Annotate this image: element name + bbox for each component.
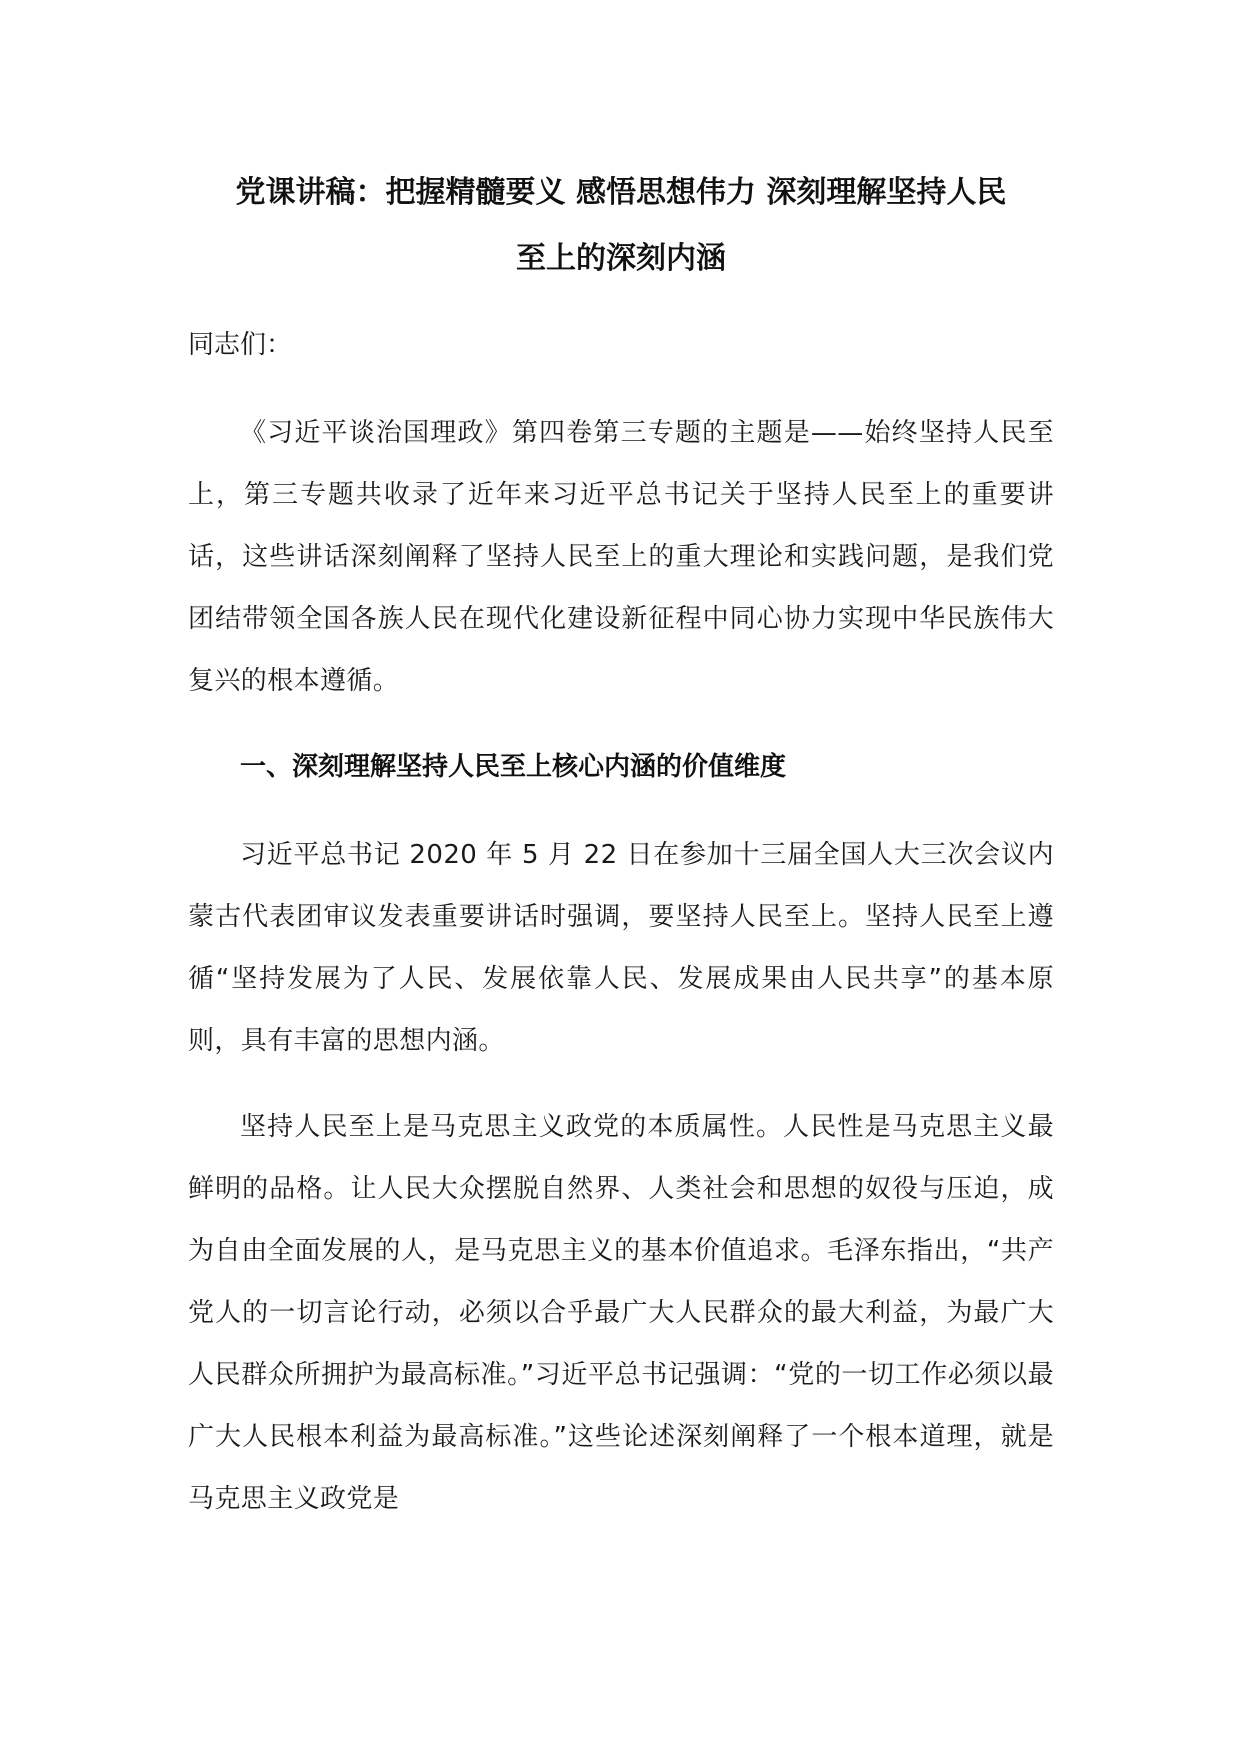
section-heading-1: 一、深刻理解坚持人民至上核心内涵的价值维度 bbox=[240, 752, 787, 782]
paragraph-speech: 习近平总书记 2020 年 5 月 22 日在参加十三届全国人大三次会议内蒙古代表团审议发表重要讲话时强调，要坚持人民至上。坚持人民至上遵循“坚持发展为了人民、发展依靠人民、发展成果由人民共享”的基本原则，具有丰富的思想内涵。 bbox=[188, 840, 1054, 1056]
title-line-2: 至上的深刻内涵 bbox=[516, 241, 726, 276]
document-body bbox=[188, 160, 1054, 1530]
title-line-1: 党课讲稿：把握精髓要义 感悟思想伟力 深刻理解坚持人民 bbox=[235, 175, 1007, 210]
paragraph-intro: 《习近平谈治国理政》第四卷第三专题的主题是——始终坚持人民至上，第三专题共收录了近年来习近平总书记关于坚持人民至上的重要讲话，这些讲话深刻阐释了坚持人民至上的重大理论和实践问题，是我们党团结带领全国各族人民在现代化建设新征程中同心协力实现中华民族伟大复兴的根本遵循。 bbox=[188, 418, 1054, 696]
salutation: 同志们： bbox=[188, 330, 293, 360]
document-title bbox=[188, 160, 1054, 292]
paragraph-essence: 坚持人民至上是马克思主义政党的本质属性。人民性是马克思主义最鲜明的品格。让人民大众摆脱自然界、人类社会和思想的奴役与压迫，成为自由全面发展的人，是马克思主义的基本价值追求。毛泽东指出，“共产党人的一切言论行动，必须以合乎最广大人民群众的最大利益，为最广大人民群众所拥护为最高标准。”习近平总书记强调：“党的一切工作必须以最广大人民根本利益为最高标准。”这些论述深刻阐释了一个根本道理，就是马克思主义政党是 bbox=[188, 1112, 1054, 1514]
